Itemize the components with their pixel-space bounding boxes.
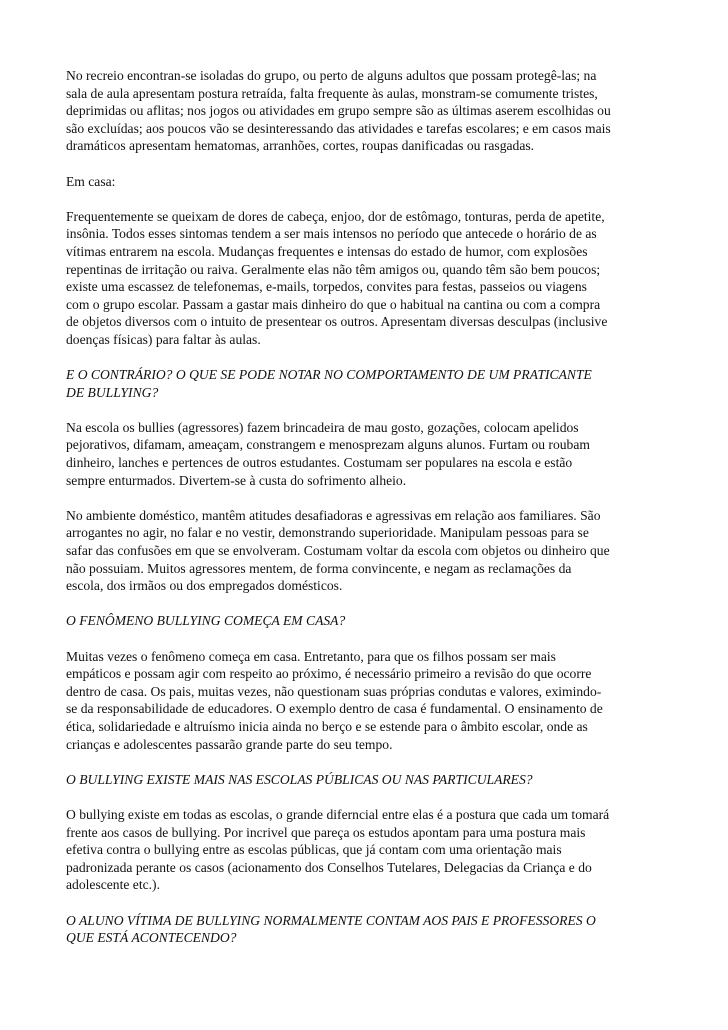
text-line: padronizada perante os casos (acionamento dos Conselhos Tutelares, Delegacias da Criança e do bbox=[66, 859, 592, 875]
text-line: safar das confusões em que se envolveram. Costumam voltar da escola com objetos ou dinheiro que bbox=[66, 543, 610, 559]
heading-escolas-publicas bbox=[66, 771, 662, 789]
text-line: O FENÔMENO BULLYING COMEÇA EM CASA? bbox=[66, 613, 346, 629]
heading-comeca-em-casa bbox=[66, 612, 662, 630]
text-line: não possuiam. Muitos agressores mentem, de forma convincente, e negam as reclamações da bbox=[66, 560, 572, 576]
text-line: efetiva contra o bullying entre as escolas públicas, que já contam com uma orientação mais bbox=[66, 842, 562, 858]
text-line: O bullying existe em todas as escolas, o grande diferncial entre elas é a postura que cada um tomará bbox=[66, 806, 610, 822]
text-line: dramáticos apresentam hematomas, arranhões, cortes, roupas danificadas ou rasgadas. bbox=[66, 138, 535, 154]
text-line: escola, dos irmãos ou dos empregados domésticos. bbox=[66, 578, 343, 594]
text-line: doenças físicas) para faltar às aulas. bbox=[66, 331, 261, 347]
text-line: sala de aula apresentam postura retraída, falta frequente às aulas, monstram-se comumente tristes, bbox=[66, 85, 598, 101]
text-line: adolescente etc.). bbox=[66, 877, 160, 893]
paragraph-na-escola bbox=[66, 419, 662, 489]
text-line: dinheiro, lanches e pertences de outros estudantes. Costumam ser populares na escola e estão bbox=[66, 455, 573, 471]
text-line: O BULLYING EXISTE MAIS NAS ESCOLAS PÚBLICAS OU NAS PARTICULARES? bbox=[66, 771, 533, 787]
text-line: O ALUNO VÍTIMA DE BULLYING NORMALMENTE CONTAM AOS PAIS E PROFESSORES O bbox=[66, 912, 596, 928]
text-line: frente aos casos de bullying. Por incrivel que pareça os estudos apontam para uma postura mais bbox=[66, 824, 586, 840]
text-line: DE BULLYING? bbox=[66, 384, 159, 400]
label-em-casa bbox=[66, 173, 662, 191]
text-line: de objetos diversos com o intuito de presentear os outros. Apresentam diversas desculpas (inclusive bbox=[66, 314, 608, 330]
text-line: E O CONTRÁRIO? O QUE SE PODE NOTAR NO COMPORTAMENTO DE UM PRATICANTE bbox=[66, 367, 592, 383]
text-line: empáticos e possam agir com respeito ao próximo, é necessário primeiro a revisão do que ocorre bbox=[66, 666, 592, 682]
text-line: Muitas vezes o fenômeno começa em casa. Entretanto, para que os filhos possam ser mais bbox=[66, 648, 556, 664]
text-line: insônia. Todos esses sintomas tendem a ser mais intensos no período que antecede o horário de as bbox=[66, 226, 597, 242]
text-line: arrogantes no agir, no falar e no vestir, demonstrando superioridade. Manipulam pessoas para se bbox=[66, 525, 589, 541]
text-line: deprimidas ou aflitas; nos jogos ou atividades em grupo sempre são as últimas aserem escolhidas ou bbox=[66, 103, 611, 119]
heading-aluno-vitima bbox=[66, 912, 662, 947]
text-line: existe uma escassez de telefonemas, e-mails, torpedos, convites para festas, passeios ou viagens bbox=[66, 279, 587, 295]
text-line: são excluídas; aos poucos vão se desinteressando das atividades e tarefas escolares; e em casos mais bbox=[66, 120, 611, 136]
text-line: sempre enturmados. Divertem-se à custa do sofrimento alheio. bbox=[66, 472, 407, 488]
paragraph-ambiente-domestico bbox=[66, 507, 662, 595]
text-line: QUE ESTÁ ACONTECENDO? bbox=[66, 930, 237, 946]
paragraph-todas-escolas bbox=[66, 806, 662, 894]
text-line: pejorativos, difamam, ameaçam, constrangem e menosprezam alguns alunos. Furtam ou roubam bbox=[66, 437, 590, 453]
text-line: Frequentemente se queixam de dores de cabeça, enjoo, dor de estômago, tonturas, perda de apetite, bbox=[66, 208, 605, 224]
paragraph-muitas-vezes bbox=[66, 648, 662, 754]
paragraph-em-casa bbox=[66, 208, 662, 349]
text-line: dentro de casa. Os pais, muitas vezes, não questionam suas próprias condutas e valores, eximindo- bbox=[66, 683, 602, 699]
paragraph-recreio bbox=[66, 67, 662, 155]
text-line: No ambiente doméstico, mantêm atitudes desafiadoras e agressivas em relação aos familiares. São bbox=[66, 507, 601, 523]
text-line: vítimas entrarem na escola. Mudanças frequentes e intensas do estado de humor, com explosões bbox=[66, 243, 588, 259]
text-line: com o grupo escolar. Passam a gastar mais dinheiro do que o habitual na cantina ou com a compra bbox=[66, 296, 601, 312]
text-line: No recreio encontran-se isoladas do grupo, ou perto de alguns adultos que possam protegê-las; na bbox=[66, 68, 597, 83]
text-line: se da responsabilidade de educadores. O exemplo dentro de casa é fundamental. O ensinamento de bbox=[66, 701, 603, 717]
text-line: crianças e adolescentes passarão grande parte do seu tempo. bbox=[66, 736, 393, 752]
text-line: Na escola os bullies (agressores) fazem brincadeira de mau gosto, gozações, colocam apelidos bbox=[66, 419, 579, 435]
text-line: repentinas de irritação ou raiva. Geralmente elas não têm amigos ou, quando têm são bem poucos; bbox=[66, 261, 601, 277]
text-line: ética, solidariedade e altruísmo inicia ainda no berço e se estende para o âmbito escolar, onde as bbox=[66, 718, 588, 734]
heading-praticante bbox=[66, 366, 662, 401]
text-line: Em casa: bbox=[66, 173, 116, 189]
